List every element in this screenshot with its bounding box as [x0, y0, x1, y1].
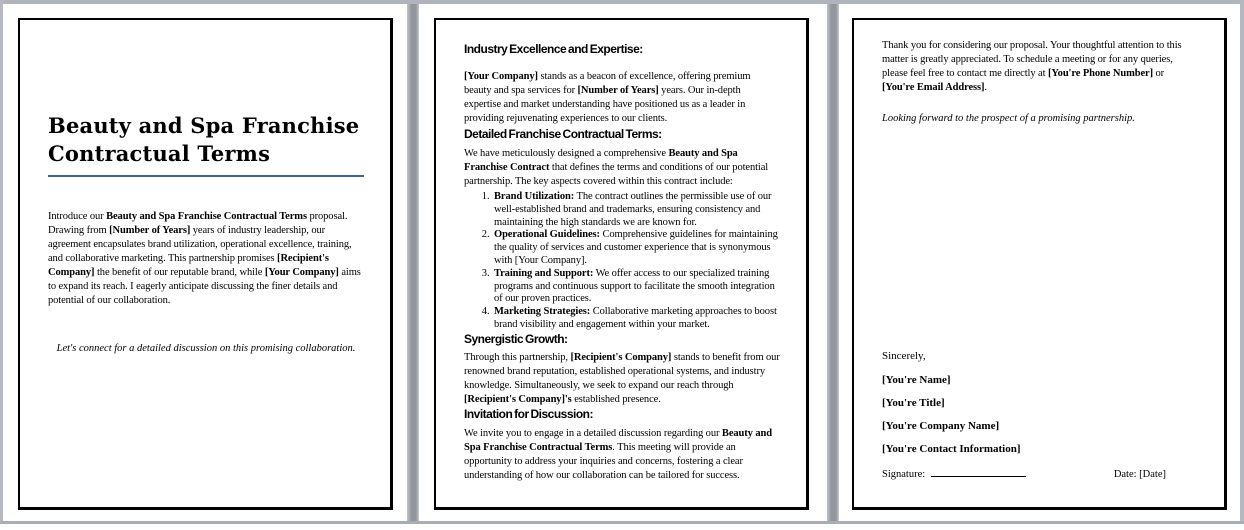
section-heading-industry-excellence: Industry Excellence and Expertise:	[464, 42, 643, 56]
signature-label: Signature:	[882, 469, 926, 480]
list-item-marketing-strategies	[492, 306, 780, 332]
list-item-label: Marketing Strategies:	[494, 306, 591, 318]
page-3-tagline: Looking forward to the prospect of a promising partnership.	[882, 113, 1135, 124]
list-item-text: Comprehensive guidelines for maintaining the quality of services and customer experience that is synonymous with [Your Company].	[494, 229, 778, 266]
section-heading-invitation: Invitation for Discussion:	[464, 406, 594, 421]
list-item-label: Training and Support:	[494, 267, 594, 279]
frame-bottom-strip	[0, 521, 1244, 524]
list-item-label: Operational Guidelines:	[494, 229, 600, 241]
page-1-tagline: Let's connect for a detailed discussion on this promising collaboration.	[56, 343, 356, 354]
frame-right-strip	[1240, 0, 1244, 524]
list-item-text: We offer access to our specialized training programs and continuous support to facilitate the smooth integration of our proven practices.	[494, 267, 775, 305]
document-title: Beauty and Spa Franchise Contractual Terms	[48, 112, 364, 177]
section-heading-contractual-terms: Detailed Franchise Contractual Terms:	[464, 127, 662, 141]
synergistic-growth-paragraph: Through this partnership, [Recipient's Company] stands to benefit from our renowned brand reputation, established operational systems, and industry knowledge. Simultaneously, we seek to expand our reach through [Recipient's Company]'s established presence.	[464, 351, 780, 405]
page-2-border-box	[434, 18, 809, 510]
page-2[interactable]	[419, 4, 827, 521]
page-1[interactable]	[3, 4, 407, 521]
signature-contact: [You're Contact Information]	[882, 443, 1021, 455]
signature-title: [You're Title]	[882, 397, 945, 409]
invitation-paragraph: We invite you to engage in a detailed discussion regarding our Beauty and Spa Franchise Contractual Terms. This meeting will provide an opportunity to address your inquiries and concerns, fostering a clear understanding of how our collaboration can be tailored for success.	[464, 427, 772, 481]
page-3[interactable]	[839, 4, 1240, 521]
industry-excellence-paragraph: [Your Company] stands as a beacon of excellence, offering premium beauty and spa services for [Number of Years] years. Our in-depth expertise and market understanding have positioned us as a leader in providing rejuvenating experiences to our clients.	[464, 71, 751, 124]
page-3-border-box	[852, 18, 1227, 510]
signature-cell	[882, 467, 1026, 481]
page-gap-1	[407, 4, 419, 521]
signature-date-row	[882, 467, 1198, 481]
page-gap-2	[827, 4, 839, 521]
list-item-text: The contract outlines the permissible use of our well-established brand and trademarks, ensuring consistency and maintaining the high standards we are known for.	[494, 191, 772, 228]
signature-name: [You're Name]	[882, 374, 951, 386]
signature-company: [You're Company Name]	[882, 420, 1000, 432]
list-item-brand-utilization	[492, 191, 780, 229]
list-item-text: Collaborative marketing approaches to boost brand visibility and engagement within your market.	[494, 306, 777, 330]
contract-terms-list	[464, 191, 780, 332]
signature-blank-line	[931, 467, 1026, 477]
section-heading-synergistic-growth: Synergistic Growth:	[464, 331, 568, 346]
list-item-operational-guidelines	[492, 229, 780, 267]
list-item-label: Brand Utilization:	[494, 191, 575, 202]
closing-paragraph: Thank you for considering our proposal. Your thoughtful attention to this matter is greatly appreciated. To schedule a meeting or for any queries, please feel free to contact me directly at [You're Phone Number] or [You're Email Address].	[882, 40, 1182, 93]
date-label: Date: [Date]	[1113, 469, 1166, 480]
contractual-terms-paragraph: We have meticulously designed a comprehensive Beauty and Spa Franchise Contract that defines the terms and conditions of our potential partnership. The key aspects covered within this contract include:	[464, 148, 769, 187]
signoff: Sincerely,	[882, 350, 926, 362]
page-1-border-box	[18, 18, 393, 510]
list-item-training-support	[492, 268, 780, 306]
intro-paragraph: Introduce our Beauty and Spa Franchise Contractual Terms proposal. Drawing from [Number of Years] years of industry leadership, our agreement encapsulates brand utilization, operational excellence, training, and collaborative marketing. This partnership promises [Recipient's Company] the benefit of our reputable brand, while [Your Company] aims to expand its reach. I eagerly anticipate discussing the finer details and potential of our collaboration.	[48, 211, 361, 306]
